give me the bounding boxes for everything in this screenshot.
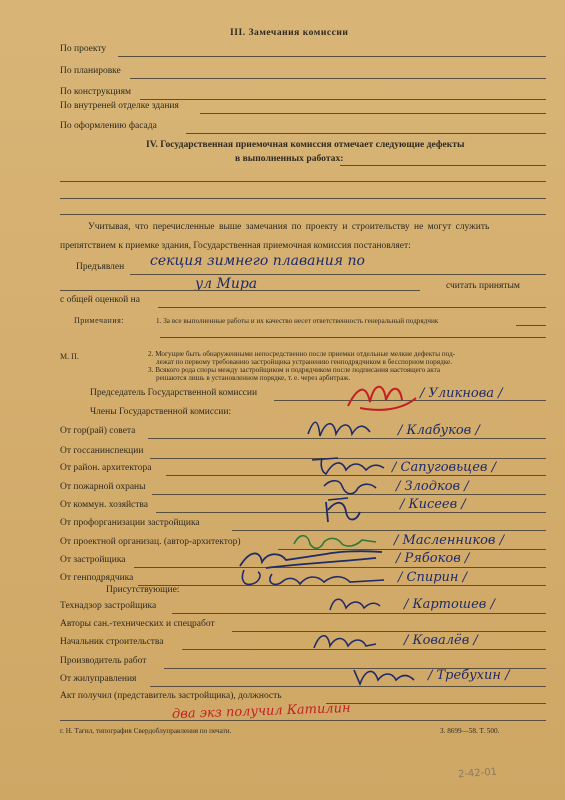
remark-label-facade: По оформлению фасада	[60, 121, 157, 131]
member-name: / Рябоков /	[396, 551, 470, 566]
defects-line	[60, 198, 546, 199]
note-line	[160, 337, 546, 338]
member-line	[232, 530, 546, 531]
member-label: От гор(рай) совета	[60, 426, 136, 436]
remark-label-planning: По планировке	[60, 66, 121, 76]
section4-heading-line1: IV. Государственная приемочная комиссия отмечает следующие дефекты	[146, 139, 465, 150]
note-2-line2: лежат по первому требованию застройщика устранению генподрядчиком в бесспорном порядке.	[156, 358, 453, 366]
conclusion-line1: Учитывая, что перечисленные выше замечания по проекту и строительству не могут служить	[88, 222, 490, 232]
member-name: / Кисеев /	[400, 497, 466, 512]
member-signature	[320, 496, 370, 526]
presented-handwriting-1: секция зимнего плавания по	[150, 253, 365, 269]
member-label: От коммун. хозяйства	[60, 500, 148, 510]
accepted-label: считать принятым	[446, 281, 520, 291]
present-line	[150, 686, 546, 687]
member-name: / Клабуков /	[398, 423, 480, 438]
rating-label: с общей оценкой на	[60, 295, 140, 305]
member-label: От профорганизации застройщика	[60, 518, 200, 528]
present-signature	[324, 592, 384, 616]
member-label: От пожарной охраны	[60, 482, 146, 492]
remark-line	[118, 56, 546, 57]
present-row-label: Авторы сан.-технических и спецработ	[60, 619, 215, 629]
act-receiver-handwriting: два экз получил Катилин	[171, 700, 351, 723]
member-name: / Спирин /	[398, 570, 467, 585]
section4-heading-line2: в выполненных работах:	[235, 153, 344, 164]
rating-line	[158, 307, 546, 308]
conclusion-line2: препятствием к приемке здания, Государственная приемочная комиссия постановляет:	[60, 241, 411, 251]
presented-line	[130, 274, 546, 275]
note-line	[516, 325, 546, 326]
present-row-label: Начальник строительства	[60, 637, 164, 647]
present-line	[232, 631, 546, 632]
print-order-number: З. 8699—58. Т. 500.	[440, 727, 500, 735]
note-2-line4: решаются лишь в установленном порядке, т. е. через арбитраж.	[156, 374, 351, 382]
section3-heading: III. Замечания комиссии	[230, 27, 349, 38]
member-label: От генподрядчика	[60, 573, 134, 583]
present-label: Присутствующие:	[106, 585, 180, 595]
seal-mark: М. П.	[60, 352, 79, 361]
present-row-label: Производитель работ	[60, 656, 147, 666]
presented-label: Предъявлен	[76, 262, 125, 272]
act-line	[60, 720, 546, 721]
chairman-name: / Уликнова /	[420, 386, 503, 401]
chairman-label: Председатель Государственной комиссии	[90, 388, 258, 398]
remark-label-interior: По внутреней отделке здания	[60, 101, 179, 111]
note-2-line3: 3. Всякого рода споры между застройщиком и подрядчиком после подписания настоящего акта	[148, 366, 441, 374]
act-line	[326, 703, 546, 704]
present-signature	[310, 628, 380, 654]
remark-label-structures: По конструкциям	[60, 87, 131, 97]
act-receiver-label: Акт получил (представитель застройщика), должность	[60, 691, 282, 701]
present-row-label: Технадзор застройщика	[60, 601, 157, 611]
member-label: От госсанинспекции	[60, 446, 144, 456]
member-signature	[238, 566, 388, 590]
present-name: / Требухин /	[428, 668, 510, 683]
present-name: / Ковалёв /	[404, 633, 478, 648]
notes-label: Примечания:	[74, 316, 125, 325]
member-name: / Злодков /	[396, 479, 469, 494]
presented-handwriting-2: ул Мира	[195, 276, 258, 292]
member-signature	[304, 414, 374, 442]
remark-line	[130, 78, 546, 79]
remark-label-project: По проекту	[60, 44, 107, 54]
member-label: От район. архитектора	[60, 463, 152, 473]
member-name: / Сапуговьцев /	[392, 460, 497, 475]
note-1: 1. За все выполненные работы и их качество несет ответственность генеральный подрядчик	[156, 317, 439, 325]
defects-line	[60, 214, 546, 215]
member-label: От застройщика	[60, 555, 126, 565]
defects-line	[340, 165, 546, 166]
present-signature	[350, 664, 420, 688]
present-row-label: От жилуправления	[60, 674, 137, 684]
presented-line-2	[60, 290, 420, 291]
remark-line	[186, 133, 546, 134]
member-label: От проектной организац. (автор-архитектор)	[60, 537, 241, 547]
remark-line	[140, 99, 546, 100]
chairman-signature	[340, 376, 420, 416]
note-2-line1: 2. Могущие быть обнаруженными непосредственно после приемки отдельные мелкие дефекты под-	[148, 350, 456, 358]
members-label: Члены Государственной комиссии:	[90, 407, 232, 417]
printer-imprint: г. Н. Тагил, типография Свердоблуправления по печати.	[60, 727, 232, 735]
remark-line	[200, 113, 546, 114]
pencil-note: 2-42-01	[457, 766, 498, 781]
member-name: / Масленников /	[394, 533, 504, 548]
defects-line	[60, 181, 546, 182]
present-name: / Картошев /	[404, 597, 495, 612]
